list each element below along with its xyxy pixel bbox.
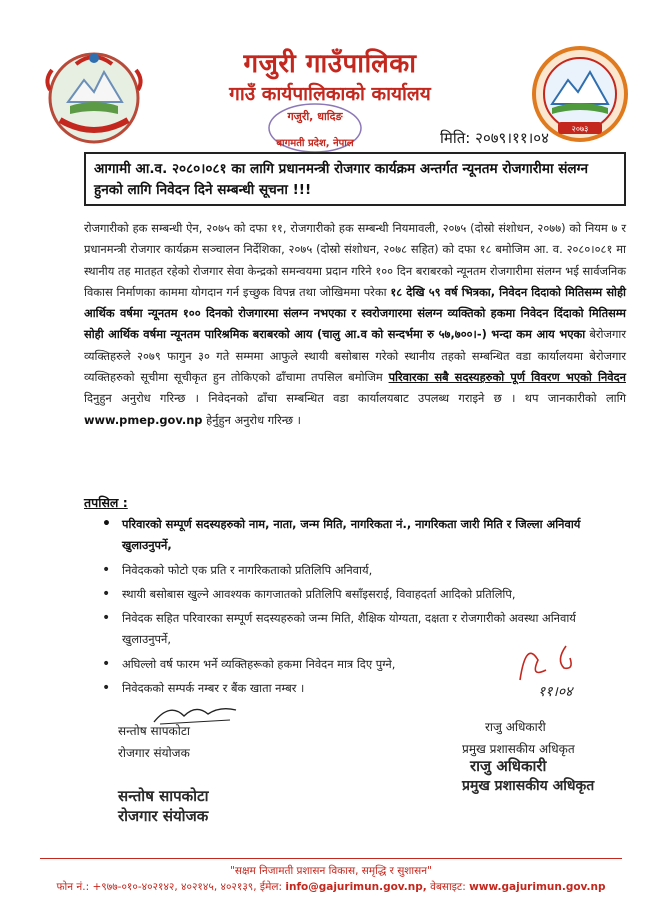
footer-motto: "सक्षम निजामती प्रशासन विकास, समृद्धि र सुशासन" (230, 865, 432, 877)
left-signatory-name: सन्तोष सापकोटा (118, 724, 191, 738)
body-text-3: दिनुहुन अनुरोध गरिन्छ । निवेदनको ढाँचा सम्बन्धित वडा कार्यालयबाट उपलब्ध गराइने छ । थप जानकारीको लागि (84, 391, 626, 406)
email-link[interactable]: info@gajurimun.gov.np, (285, 881, 427, 893)
office-stamp (255, 102, 375, 154)
logo-year: २०७३ (571, 124, 589, 134)
body-text-bold: १८ देखि ५९ वर्ष भित्रका, निवेदन दिदाको मितिसम्म सोही आर्थिक वर्षमा न्यूनतम १०० दिनको रोजगारमा संलग्न नभएका र स्वरोजगारमा संलग्न व्यक्तिको हकमा निवेदन दिंदाको मितिसम्म सोही आर्थिक वर्षमा न्यूनतम पारिश्रमिक बराबरको आय (चालु आ.व को सन्दर्भमा रु ५७,७००।-) भन्दा कम आय भएका (84, 284, 626, 342)
body-text-2: बेरोजगार व्यक्तिहरुले २०७९ फागुन ३० गते सम्ममा आफुले स्थायी बसोबास गरेको स्थानीय तहको सम्बन्धित वडा कार्यालयमा बेरोजगार व्यक्तिहरुको सूचीमा सूचीकृत हुन तोकिएको ढाँचामा तपसिल बमोजिम (84, 327, 626, 385)
left-stamp-name: सन्तोष सापकोटा (118, 787, 209, 805)
footer-divider (40, 858, 622, 859)
body-paragraph (84, 218, 626, 431)
tapsil-heading: तपसिल : (84, 495, 128, 510)
website-footer-link[interactable]: www.gajurimun.gov.np (469, 881, 606, 893)
web-label: वेबसाइट: (426, 881, 470, 893)
date-label: मिति: (440, 129, 471, 147)
list-item: • निवेदकको सम्पर्क नम्बर र बैंक खाता नम्बर । (100, 678, 620, 699)
right-signatory-role: प्रमुख प्रशासकीय अधिकृत (462, 742, 575, 756)
footer-contact (40, 880, 622, 894)
body-text-4: हेर्नुहुन अनुरोध गरिन्छ । (202, 412, 301, 427)
left-stamp-role: रोजगार संयोजक (118, 807, 209, 825)
right-sign-date: ११।०४ (538, 684, 573, 700)
email-label: ईमेल: (256, 881, 286, 893)
list-item: • निवेदक सहित परिवारका सम्पूर्ण सदस्यहरुको जन्म मिति, शैक्षिक योग्यता, दक्षता र रोजगारीको अवस्था अनिवार्य खुलाउनुपर्ने, (100, 608, 620, 651)
office-name: गजुरी गाउँपालिका (243, 49, 417, 79)
right-stamp-name: राजु अधिकारी (470, 757, 547, 775)
stamp-text-line1: गजुरी, धादिङ (287, 110, 343, 123)
phone-label: फोन नं.: (56, 881, 93, 893)
office-subtitle: गाउँ कार्यपालिकाको कार्यालय (229, 83, 431, 105)
right-stamp-role: प्रमुख प्रशासकीय अधिकृत (462, 778, 595, 794)
body-text-underline: परिवारका सबै सदस्यहरुको पूर्ण विवरण भएको निवेदन (388, 370, 626, 385)
list-item: • निवेदकको फोटो एक प्रति र नागरिकताको प्रतिलिपि अनिवार्य, (100, 560, 620, 581)
body-text-1: रोजगारीको हक सम्बन्धी ऐन, २०७५ को दफा ११, रोजगारीको हक सम्बन्धी नियमावली, २०७५ (दोस्रो संशोधन, २०७७) को नियम ७ र प्रधानमन्त्री रोजगार कार्यक्रम सञ्चालन निर्देशिका, २०७५ (दोस्रो संशोधन, २०७८ सहित) को दफा १८ बमोजिम आ. व. २०८०।०८१ मा स्थानीय तह मातहत रहेको रोजगार सेवा केन्द्रको समन्वयमा प्रदान गरिने १०० दिन बराबरको न्यूनतम रोजगारीमा संलग्न भई सार्वजनिक विकास निर्माणका काममा योगदान गर्न इच्छुक विपन्न तथा जोखिममा परेका (84, 221, 626, 299)
right-signatory-name: राजु अधिकारी (485, 720, 546, 734)
notice-title: आगामी आ.व. २०८०।०८१ का लागि प्रधानमन्त्री रोजगार कार्यक्रम अन्तर्गत न्यूनतम रोजगारीमा संलग्न हुनको लागि निवेदन दिने सम्बन्धी सूचना !!! (84, 152, 626, 206)
right-signature (490, 630, 600, 710)
list-item: • परिवारको सम्पूर्ण सदस्यहरुको नाम, नाता, जन्म मिति, नागरिकता नं., नागरिकता जारी मिति र जिल्ला अनिवार्य खुलाउनुपर्ने, (100, 514, 620, 557)
date-value: २०७९।११।०४ (475, 129, 549, 147)
left-signatory-role: रोजगार संयोजक (118, 746, 190, 760)
stamp-text-line2: बागमती प्रदेश, नेपाल (276, 138, 354, 149)
list-item: • अघिल्लो वर्ष फारम भर्ने व्यक्तिहरूको हकमा निवेदन मात्र दिए पुग्ने, (100, 654, 620, 675)
date-line (440, 128, 549, 148)
nepal-emblem-icon (40, 40, 148, 148)
list-item: • स्थायी बसोबास खुल्ने आवश्यक कागजातको प्रतिलिपि बसाँइसराई, विवाहदर्ता आदिको प्रतिलिपि, (100, 584, 620, 605)
website-link[interactable]: www.pmep.gov.np (84, 412, 203, 427)
phone-numbers: +९७७-०१०-४०२१४२, ४०२१४५, ४०२१३९, (92, 881, 257, 893)
